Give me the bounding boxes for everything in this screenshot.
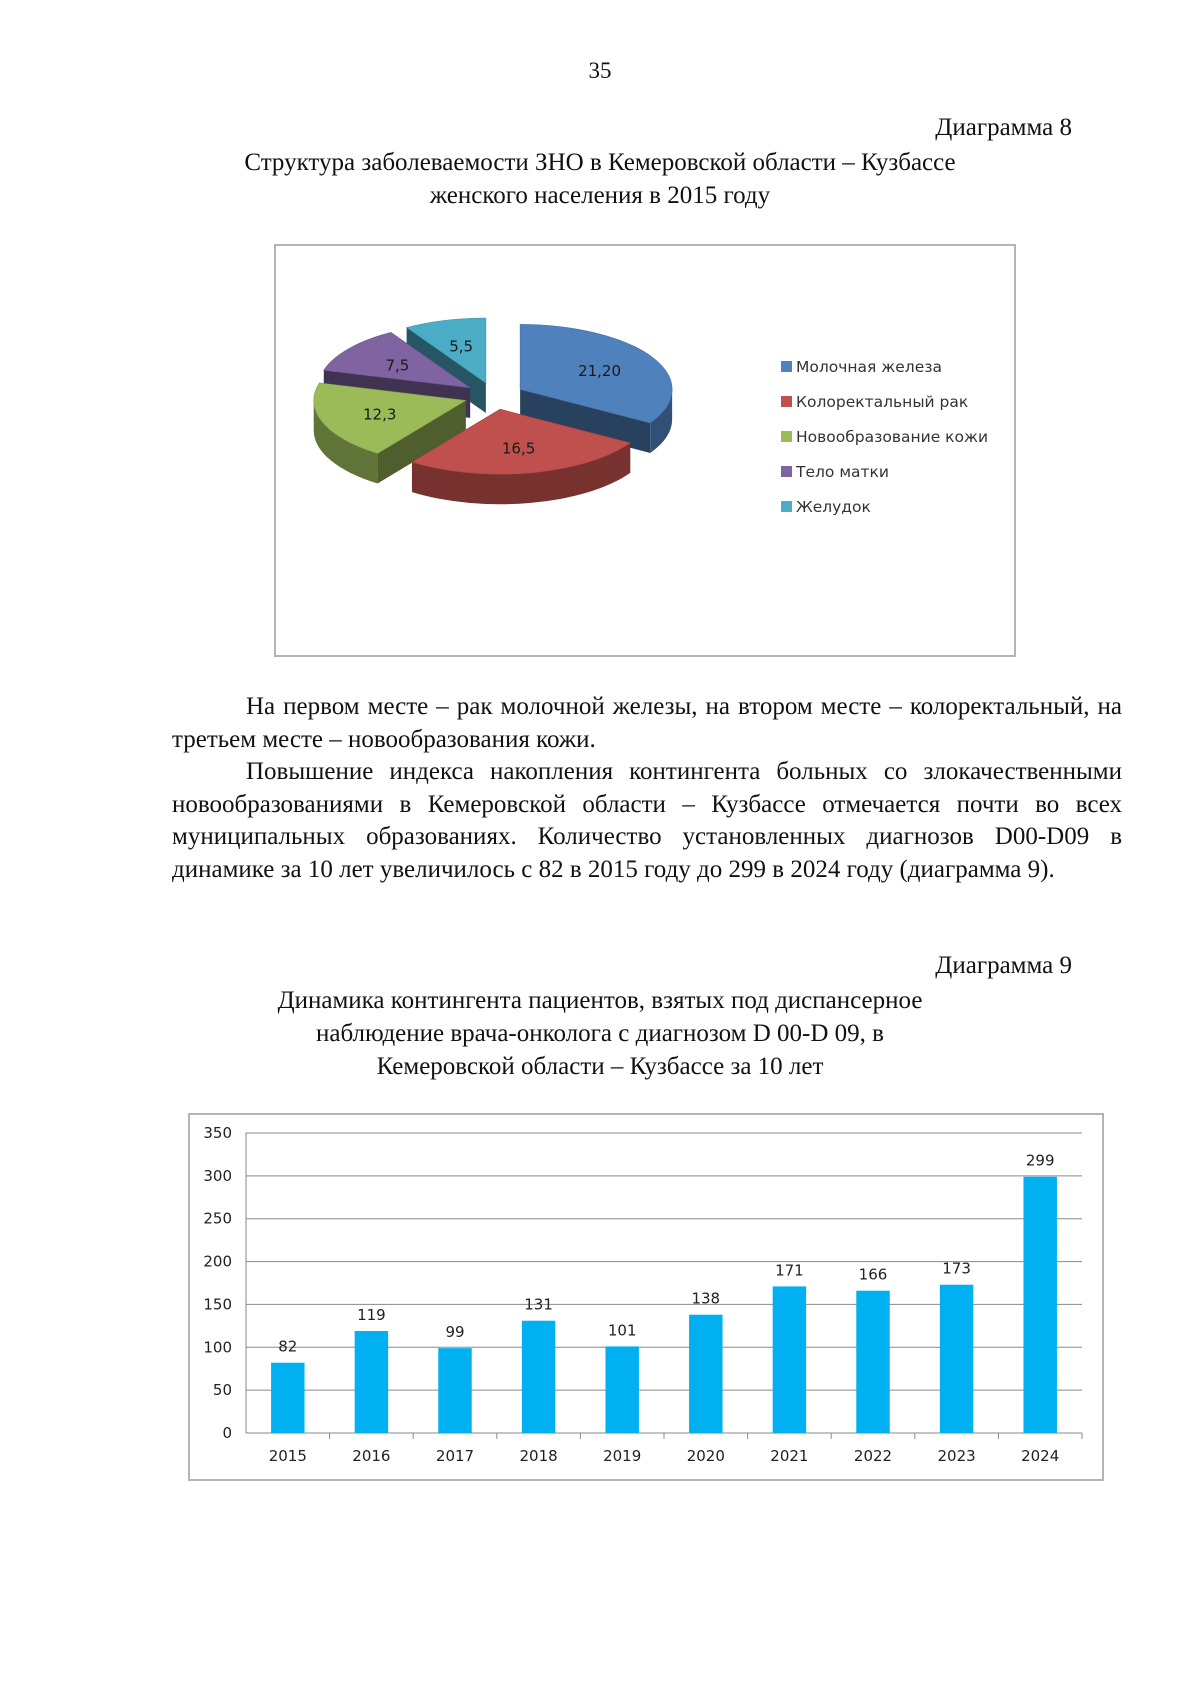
pie-chart [276,246,1014,655]
y-tick-label: 150 [203,1295,232,1314]
legend-swatch-2 [781,396,792,407]
bar-data-label-2017: 99 [445,1323,465,1342]
bar-2022 [856,1291,889,1433]
bar-2023 [940,1285,973,1433]
bar-data-label-2019: 101 [607,1321,637,1340]
bar-data-label-2023: 173 [942,1259,971,1278]
x-tick-label-2017: 2017 [435,1447,475,1465]
paragraph-1: На первом месте – рак молочной железы, на втором месте – колоректальный, на третьем месте – новообразования кожи. [172,693,1122,753]
x-tick-label-2018: 2018 [519,1447,558,1465]
diagram-8-title [0,146,1200,212]
bar-data-label-2018: 131 [524,1295,553,1314]
bar-2021 [773,1286,806,1433]
bar-data-label-2015: 82 [278,1337,298,1356]
bar-2019 [605,1346,638,1433]
legend-label-1: Молочная железа [796,358,942,376]
x-tick-label-2022: 2022 [853,1447,893,1465]
legend-swatch-5 [781,501,792,512]
bar-2020 [689,1315,722,1433]
pie-data-label-5: 5,5 [449,337,474,356]
legend-swatch-4 [781,466,792,477]
bar-y-axis [203,1124,246,1442]
legend-label-5: Желудок [796,498,871,516]
bar-data-label-2020: 138 [691,1289,721,1308]
bar-x-axis [269,1433,1082,1465]
bar-2024 [1023,1177,1056,1433]
pie-legend [781,358,988,516]
y-tick-label: 350 [203,1124,232,1142]
diagram-8-title-line-2: женского населения в 2015 году [429,182,771,209]
pie-chart-frame [274,244,1016,657]
legend-label-3: Новообразование кожи [796,428,989,446]
y-tick-label: 50 [212,1381,232,1400]
x-tick-label-2024: 2024 [1021,1447,1060,1465]
y-tick-label: 250 [203,1209,232,1228]
y-tick-label: 0 [222,1424,232,1442]
bar-data-labels [278,1152,1054,1356]
pie-data-label-2: 16,5 [501,439,536,458]
paragraph-2: Повышение индекса накопления контингента больных со злокачественными новообразованиями в Кемеровской области – Кузбассе отмечается почти во всех муниципальных образованиях. Количество установленных диагнозов D00-D09 в динамике за 10 лет увеличилось с 82 в 2015 году до 299 в 2024 году (диаграмма 9). [172,758,1122,883]
x-tick-label-2021: 2021 [770,1447,809,1465]
pie-data-label-1: 21,20 [578,362,622,381]
bar-data-label-2024: 299 [1025,1151,1055,1170]
bar-chart-frame [188,1113,1104,1481]
diagram-8-title-line-1: Структура заболеваемости ЗНО в Кемеровской области – Кузбассе [244,149,956,176]
legend-swatch-1 [781,361,792,372]
bar-2018 [522,1321,555,1433]
bar-data-label-2022: 166 [858,1265,888,1284]
diagram-9-title-line-1: Динамика контингента пациентов, взятых под диспансерное [277,987,923,1014]
diagram-9-label: Диаграмма 9 [935,952,1072,979]
y-tick-label: 300 [203,1166,232,1185]
legend-label-2: Колоректальный рак [796,393,969,411]
x-tick-label-2020: 2020 [686,1447,725,1465]
y-tick-label: 200 [203,1252,232,1271]
body-text [172,691,1122,886]
bar-data-label-2021: 171 [775,1261,804,1280]
bar-2015 [271,1363,304,1433]
x-tick-label-2016: 2016 [352,1447,391,1465]
x-tick-label-2023: 2023 [937,1447,976,1465]
legend-swatch-3 [781,431,792,442]
legend-label-4: Тело матки [796,463,889,481]
bar-data-label-2016: 119 [357,1306,386,1324]
diagram-9-title-line-3: Кемеровской области – Кузбассе за 10 лет [376,1053,824,1080]
x-tick-label-2015: 2015 [268,1447,307,1465]
bar-2017 [438,1348,471,1433]
bar-2016 [355,1331,388,1433]
y-tick-label: 100 [203,1338,232,1357]
diagram-9-title [0,984,1200,1083]
pie-data-label-3: 12,3 [362,405,397,424]
page-number: 35 [588,58,612,83]
bar-chart [190,1115,1102,1479]
diagram-9-title-line-2: наблюдение врача-онколога с диагнозом D 00-D 09, в [315,1020,884,1047]
pie-data-label-4: 7,5 [385,356,410,375]
x-tick-label-2019: 2019 [603,1447,642,1465]
diagram-8-label: Диаграмма 8 [935,114,1072,141]
